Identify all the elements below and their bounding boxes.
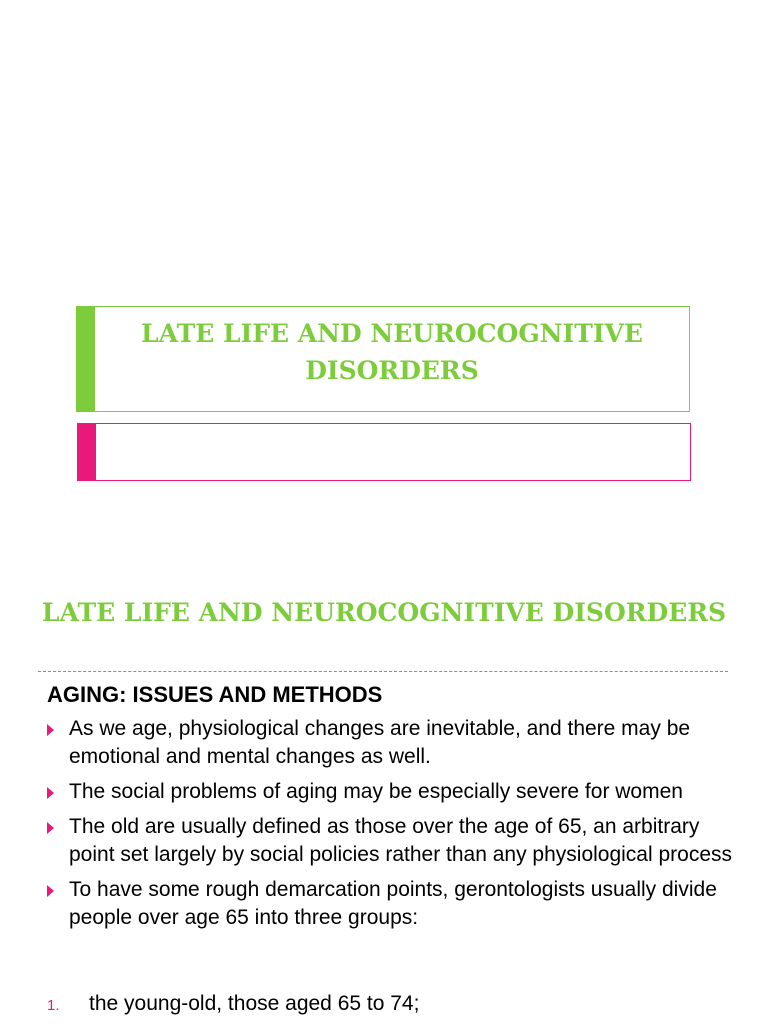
bullet-text: The old are usually defined as those over the age of 65, an arbitrary point set largely by social policies rather than any physiological process [69,815,733,866]
triangle-bullet-icon [47,885,54,897]
section-heading: AGING: ISSUES AND METHODS [47,682,383,707]
triangle-bullet-icon [47,822,54,834]
subtitle-placeholder [77,423,691,481]
title-placeholder [76,306,690,412]
bullet-item [47,813,737,869]
bullet-item [47,876,737,932]
bullet-text: To have some rough demarcation points, gerontologists usually divide people over age 65 into three groups: [69,878,717,929]
bullet-item [47,715,737,771]
triangle-bullet-icon [47,724,54,736]
slide-title: LATE LIFE AND NEUROCOGNITIVE DISORDERS [141,319,643,385]
subtitle-accent-bar [78,424,96,480]
title-accent-bar [77,307,95,411]
title-divider [38,671,728,672]
bullet-item [47,778,737,806]
content-slide-title: LATE LIFE AND NEUROCOGNITIVE DISORDERS [41,598,727,627]
bullet-list [47,715,737,939]
triangle-bullet-icon [47,787,54,799]
item-number: 1. [47,997,60,1014]
numbered-item [47,990,419,1020]
numbered-item-text: the young-old, those aged 65 to 74; [89,992,420,1015]
bullet-text: As we age, physiological changes are inevitable, and there may be emotional and mental changes as well. [69,717,691,768]
bullet-text: The social problems of aging may be especially severe for women [69,780,683,803]
